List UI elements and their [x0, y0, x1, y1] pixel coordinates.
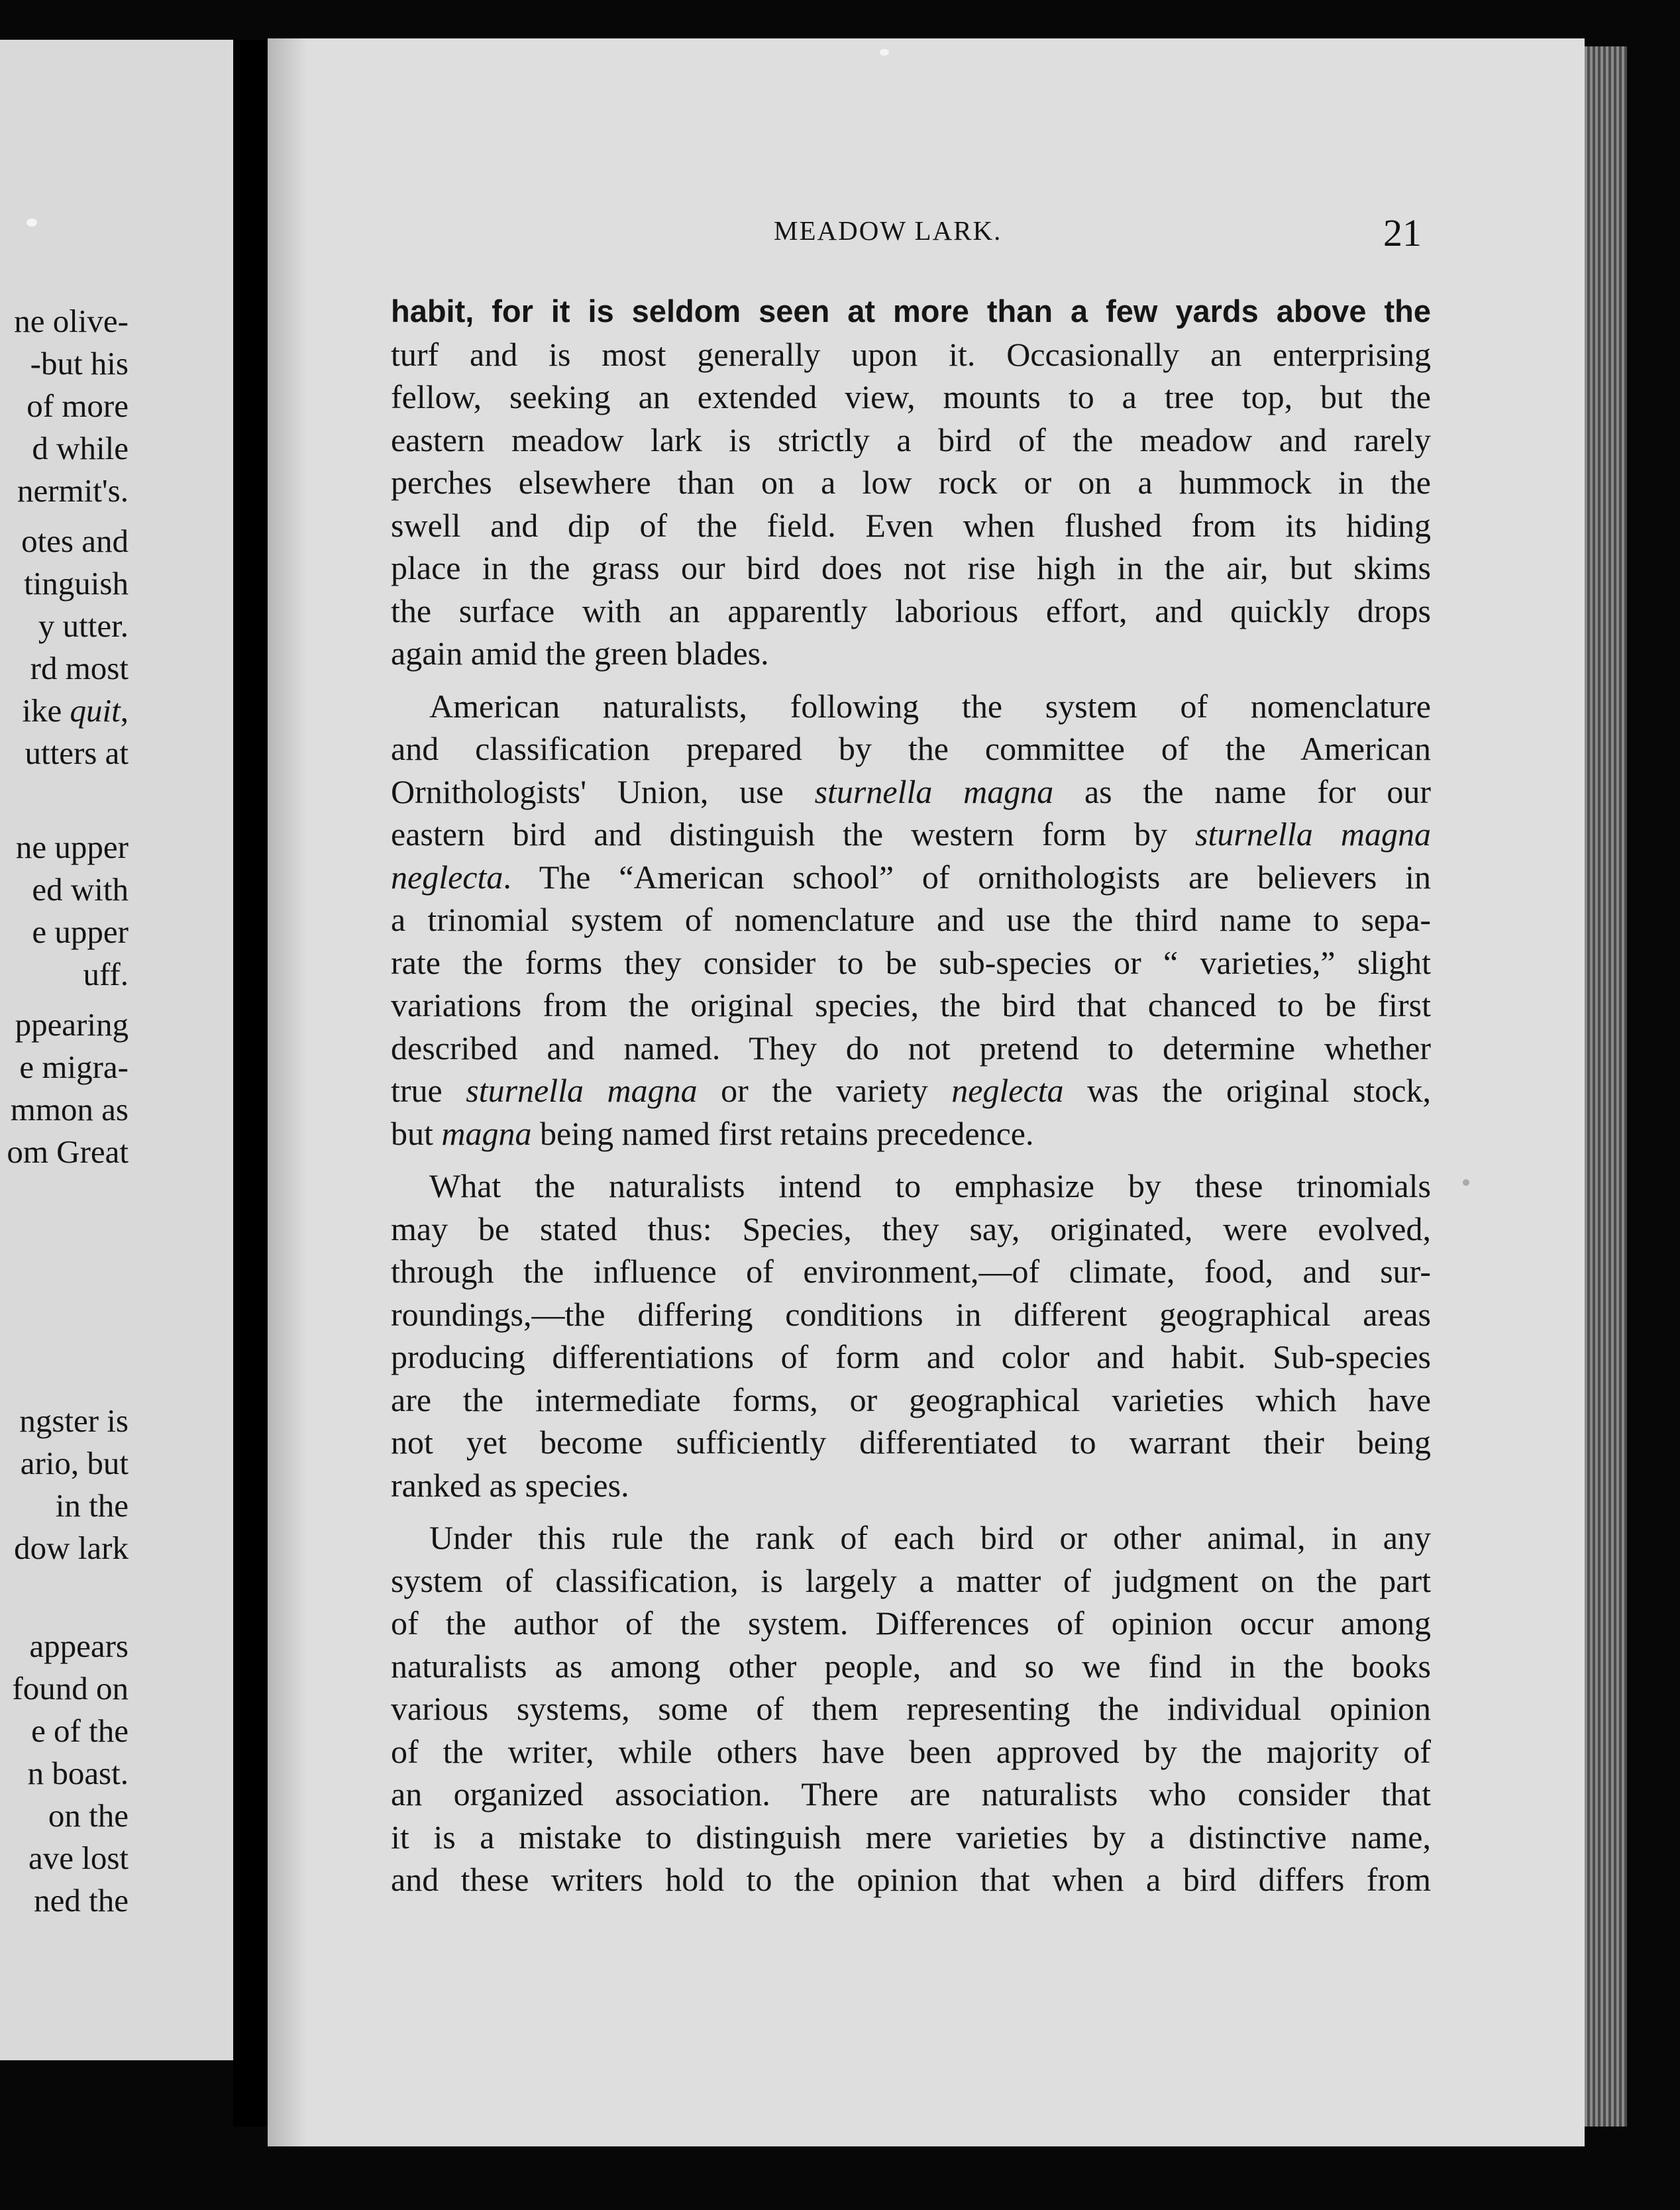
text-line: turf and is most generally upon it. Occasionally an enterprising [391, 335, 1431, 373]
left-page-line: e upper [32, 914, 129, 950]
text-line: a trinomial system of nomenclature and use the third name to sepa- [391, 901, 1431, 938]
left-page-line: -but his [30, 345, 129, 382]
text-line: the surface with an apparently laborious effort, and quickly drops [391, 592, 1431, 629]
text-line: an organized association. There are naturalists who consider that [391, 1775, 1431, 1813]
left-page-line: e migra- [19, 1049, 129, 1085]
text-line: again amid the green blades. [391, 635, 769, 672]
text-line: through the influence of environment,—of climate, food, and sur- [391, 1253, 1431, 1290]
left-page-line: nermit's. [17, 472, 129, 509]
text-line: but magna being named first retains precedence. [391, 1114, 1034, 1152]
left-page-line: ne upper [15, 829, 129, 865]
left-page-line: om Great [7, 1133, 129, 1170]
text-line: described and named. They do not pretend to determine whether [391, 1029, 1431, 1067]
left-page-line: n boast. [27, 1755, 129, 1791]
text-line: it is a mistake to distinguish mere varieties by a distinctive name, [391, 1818, 1431, 1856]
left-page-line: ario, but [20, 1445, 129, 1481]
text-line: system of classification, is largely a matter of judgment on the part [391, 1561, 1431, 1599]
left-page-line: y utter. [38, 607, 129, 644]
left-page-line: d while [32, 430, 129, 466]
left-page-line: ned the [34, 1882, 129, 1919]
scan-speck [26, 219, 37, 227]
text-line: What the naturalists intend to emphasize by these trinomials [429, 1167, 1431, 1204]
text-line: perches elsewhere than on a low rock or on a hummock in the [391, 464, 1431, 501]
text-line: swell and dip of the field. Even when flushed from its hiding [391, 506, 1431, 544]
page-edges [1585, 46, 1627, 2127]
running-head: MEADOW LARK. [774, 215, 1002, 246]
text-line: of the writer, while others have been approved by the majority of [391, 1732, 1431, 1770]
text-line: fellow, seeking an extended view, mounts to a tree top, but the [391, 378, 1431, 415]
left-page-line: e of the [31, 1712, 129, 1749]
text-line: not yet become sufficiently differentiated to warrant their being [391, 1424, 1431, 1461]
scan-speck [1463, 1179, 1469, 1186]
text-line: place in the grass our bird does not rise high in the air, but skims [391, 549, 1431, 586]
left-page-line: mmon as [10, 1091, 129, 1128]
left-page-line: ave lost [28, 1840, 129, 1876]
text-line: various systems, some of them representing the individual opinion [391, 1690, 1431, 1727]
text-line: ranked as species. [391, 1466, 629, 1504]
left-page-line: tinguish [24, 565, 129, 602]
left-page-line: on the [48, 1797, 129, 1834]
left-page-line: utters at [25, 735, 129, 771]
text-line: roundings,—the differing conditions in different geographical areas [391, 1295, 1431, 1333]
text-line: eastern bird and distinguish the western form by sturnella magna [391, 816, 1431, 853]
left-page-line: ike quit, [22, 692, 129, 729]
left-page-line: found on [12, 1670, 129, 1707]
text-line: producing differentiations of form and color and habit. Sub-species [391, 1338, 1431, 1375]
text-line: variations from the original species, the bird that chanced to be first [391, 986, 1431, 1024]
left-page-line: dow lark [14, 1530, 129, 1566]
left-page-line: of more [26, 388, 129, 424]
text-line: Ornithologists' Union, use sturnella magna as the name for our [391, 772, 1431, 810]
text-line: eastern meadow lark is strictly a bird of the meadow and rarely [391, 421, 1431, 458]
left-page-line: otes and [21, 523, 129, 559]
text-line: naturalists as among other people, and so we find in the books [391, 1647, 1431, 1685]
body-text [391, 290, 1431, 1901]
page-curl-shadow [268, 38, 307, 2146]
text-line: and these writers hold to the opinion that when a bird differs from [391, 1861, 1431, 1898]
left-page-line: appears [29, 1628, 129, 1664]
text-line: of the author of the system. Differences of opinion occur among [391, 1605, 1431, 1642]
left-facing-page [0, 40, 233, 2060]
page-number: 21 [1383, 211, 1422, 254]
text-line: are the intermediate forms, or geographical varieties which have [391, 1381, 1431, 1418]
text-line: Under this rule the rank of each bird or other animal, in any [429, 1519, 1431, 1556]
left-page-line: ppearing [15, 1006, 129, 1043]
text-line: true sturnella magna or the variety neglecta was the original stock, [391, 1072, 1432, 1109]
text-line: habit, for it is seldom seen at more than a few yards above the [391, 293, 1431, 329]
left-page-line: in the [55, 1487, 129, 1524]
text-line: may be stated thus: Species, they say, originated, were evolved, [391, 1210, 1431, 1247]
left-page-line: ngster is [19, 1402, 129, 1439]
text-line: and classification prepared by the committee of the American [391, 730, 1431, 767]
text-line: rate the forms they consider to be sub-species or “ varieties,” slight [391, 943, 1431, 981]
scan-speck [880, 49, 889, 56]
left-page-line: uff. [83, 956, 129, 992]
left-page-line: rd most [30, 650, 129, 686]
text-line: American naturalists, following the system of nomenclature [429, 687, 1431, 725]
left-page-line: ed with [32, 871, 129, 908]
left-page-line: ne olive- [14, 303, 129, 339]
book-gutter [233, 40, 268, 2127]
text-line: neglecta. The “American school” of ornithologists are believers in [391, 858, 1431, 896]
